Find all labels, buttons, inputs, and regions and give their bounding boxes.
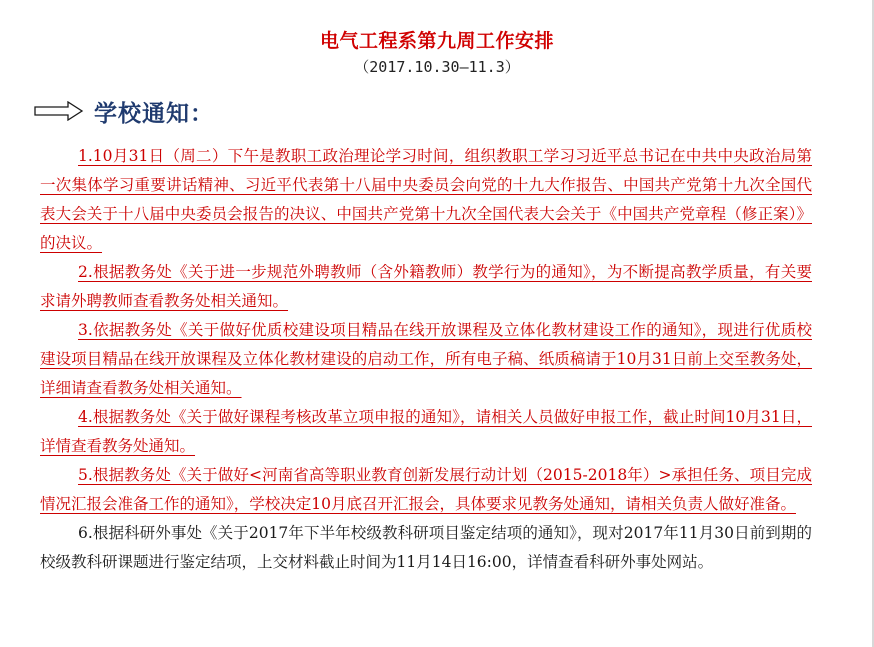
section-heading: [34, 94, 214, 128]
date-range: （2017.10.30—11.3）: [354, 58, 520, 76]
notice-list: [40, 142, 812, 577]
notice-item-6: [40, 519, 812, 577]
notice-text: 3.依据教务处《关于做好优质校建设项目精品在线开放课程及立体化教材建设工作的通知》，现进行优质校建设项目精品在线开放课程及立体化教材建设的启动工作，所有电子稿、纸质稿请于10月31日前上交至教务处，详细请查看教务处相关通知。: [40, 321, 812, 397]
section-title: 学校通知：: [94, 100, 214, 127]
document-title: 电气工程系第九周工作安排: [319, 30, 554, 52]
notice-item-5: [40, 461, 812, 519]
notice-item-4: [40, 403, 812, 461]
notice-item-3: [40, 316, 812, 403]
notice-text: 4.根据教务处《关于做好课程考核改革立项申报的通知》，请相关人员做好申报工作，截止时间10月31日，详情查看教务处通知。: [40, 408, 812, 455]
notice-text: 1.10月31日（周二）下午是教职工政治理论学习时间，组织教职工学习习近平总书记在中共中央政治局第一次集体学习重要讲话精神、习近平代表第十八届中央委员会向党的十九大作报告、中国共产党第十九次全国代表大会关于十八届中央委员会报告的决议、中国共产党第十九次全国代表大会关于《中国共产党章程（修正案）》的决议。: [40, 147, 812, 252]
notice-text: 2.根据教务处《关于进一步规范外聘教师（含外籍教师）教学行为的通知》，为不断提高教学质量，有关要求请外聘教师查看教务处相关通知。: [40, 263, 812, 310]
double-arrow-right-icon: [34, 101, 84, 121]
notice-text: 5.根据教务处《关于做好<河南省高等职业教育创新发展行动计划（2015-2018年）>承担任务、项目完成情况汇报会准备工作的通知》，学校决定10月底召开汇报会，具体要求见教务处通知，请相关负责人做好准备。: [40, 466, 812, 513]
notice-text: 6.根据科研外事处《关于2017年下半年校级教科研项目鉴定结项的通知》，现对2017年11月30日前到期的校级教科研课题进行鉴定结项，上交材料截止时间为11月14日16:00，详情查看科研外事处网站。: [40, 524, 812, 571]
notice-item-1: [40, 142, 812, 258]
notice-item-2: [40, 258, 812, 316]
